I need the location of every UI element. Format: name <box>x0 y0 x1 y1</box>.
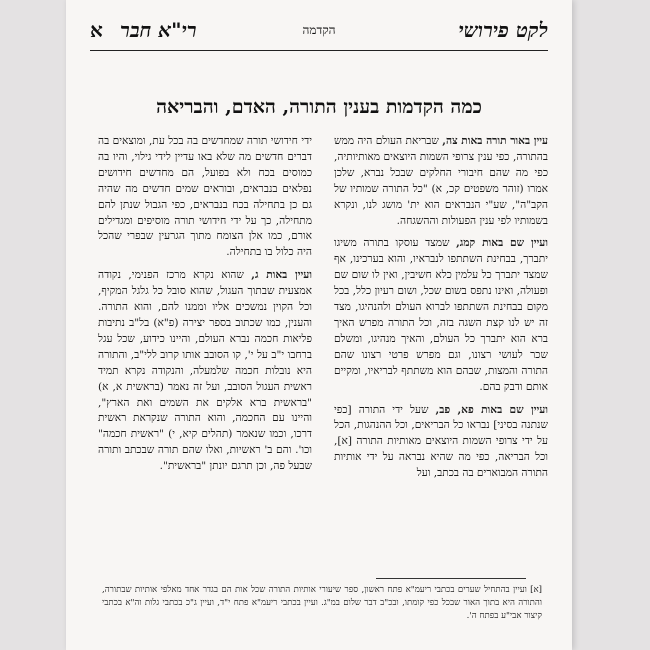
paragraph <box>334 236 548 395</box>
book-page <box>66 0 572 650</box>
footnote: [א] ועיין בהתחיל שערים בכתבי ריעמ"א פתח ראשון, ספר שיעורי אותיות התורה שכל אות הם בגדר אחד מאלפי אותיות שבתורה, והתורה היא בתוך האור שבכל כפי קומתו, ובכ"ב דבר שלום במ"ג. ועיין בכתבי ריעמ"א פתח י"ד, ועיין ג"כ בכתבי גלות וה"א בכתבי קיצור אבי"ע בפתח ה'. <box>102 585 542 621</box>
right-column <box>334 134 548 489</box>
paragraph-text: ידי חידושי תורה שמחדשים בה בכל עת, ומוצאים בה דברים חדשים מה שלא באו עדיין לידי גילוי, והיו בה כמוסים בכח ולא בפועל, הם מחדשים חידושים נפלאים בנבראים, ובוראים שמים חדשים מה שהיה גם כן בתחילה בכח בנבראים, כפי הגבול שנתן להם מתחילה, כך על ידי חידושי תורה מוסיפים ומגדילים אורם, כמו אלן הצומח מתוך הגרעין שבפרי שהכל היה כלול בו בתחילה. <box>98 135 312 259</box>
header-author: רי"א חבר <box>120 18 197 42</box>
paragraph-text: שבריאת העולם היה ממש בהתורה, כפי ענין צרופי השמות היוצאים מאותיותיה, כפי מה שהם חיבורי החלקים שבכל נברא, שלכן אמרו (זוהר משפטים קכ, א) "כל התורה שמותיו של הקב"ה", שע"י הנבראים הוא ית' מושג לנו, ונקרא בשמותיו לפי ענין הפעולות וההשגחה. <box>334 135 548 227</box>
chapter-title: כמה הקדמות בענין התורה, האדם, והבריאה <box>156 96 482 118</box>
paragraph-lead: ועיין שם באות קמג, <box>456 237 548 250</box>
header-section: הקדמה <box>302 23 336 37</box>
paragraph-text: שמצד עוסקו בתורה משיגו יתברך, בבחינת השתתפו לנבראיו, והוא בערכינו, אף שמצד יתברך כל עלמין כלא חשיבין, ואין לו שום שם ופעולה, ואינו נתפס בשום שכל, ושום רעיון כלל, בכל מקום בבחינת השתתפו לברוא העולם ולהנהיגו, מצד זה יש לנו קצת השגה בזה, וכל התורה מפרש האיך ברא הוא יתברך כל העולם, והאיך מנהיגו, ומשלם שכר לעושי רצונו, וגם מפרש פרטי רצונו שהם התורה והמצות, שבהם הוא משתתף לבריאיו, ומקיים אותם ודבק בהם. <box>334 237 548 393</box>
header-book-title: לקט פירושי <box>458 18 548 42</box>
header-rule <box>90 50 548 51</box>
paragraph-lead: ועיין באות ג, <box>251 269 312 282</box>
page-header <box>90 18 548 44</box>
header-page-letter: א <box>90 18 103 42</box>
paragraph-lead: עיין באור תורה באות צה, <box>442 135 548 147</box>
paragraph-text: שעל ידי התורה [כפי שנתנה בסיני] נבראו כל הבריאים, וכל ההנהגות, הכל על ידי צרופי השמות היוצאים מאותיות התורה [א], וכל הבריאה, כפי מה שהיא נבראה על ידי אותיות התורה המבוארים בה בכתב, ועל <box>334 403 548 480</box>
left-column <box>98 134 312 482</box>
text-columns <box>98 134 548 564</box>
paragraph-text: שהוא נקרא מרכז הפנימי, נקודה אמצעית שבתוך העגול, שהוא סובל כל גלגל המקיף, וכל הקוין נמשכים אליו וממנו להם, והוא התורה. והענין, כמו שכתוב בספר יצירה (פ"א) בל"ב נתיבות פליאות חכמה נברא העולם, והיינו כידוע, שכל עגל ברחבו י"ב על י', קו הסובב אותו קרוב ללי"ב, והתורה היא נובלות חכמה שלמעלה, והנקודה נקרא תמיד ראשית העגול הסובב, ועל זה נאמר (בראשית א, א) "בראשית ברא אלקים את השמים ואת הארץ", והיינו עם החכמה, והוא התורה שנקראת ראשית דרכו, וכמו שנאמר (תהלים קיא, י) "ראשית חכמה" וכו'. והם ב' ראשיות, ואלו שהם תורה שבכתב ותורה שבעל פה, וכן תרגם יונתן "בראשית". <box>98 269 312 473</box>
footnote-rule <box>376 578 526 579</box>
paragraph-lead: ועיין שם באות פא, פב, <box>435 403 548 416</box>
paragraph <box>334 134 548 229</box>
paragraph <box>98 134 312 261</box>
paragraph <box>334 403 548 483</box>
paragraph <box>98 268 312 475</box>
